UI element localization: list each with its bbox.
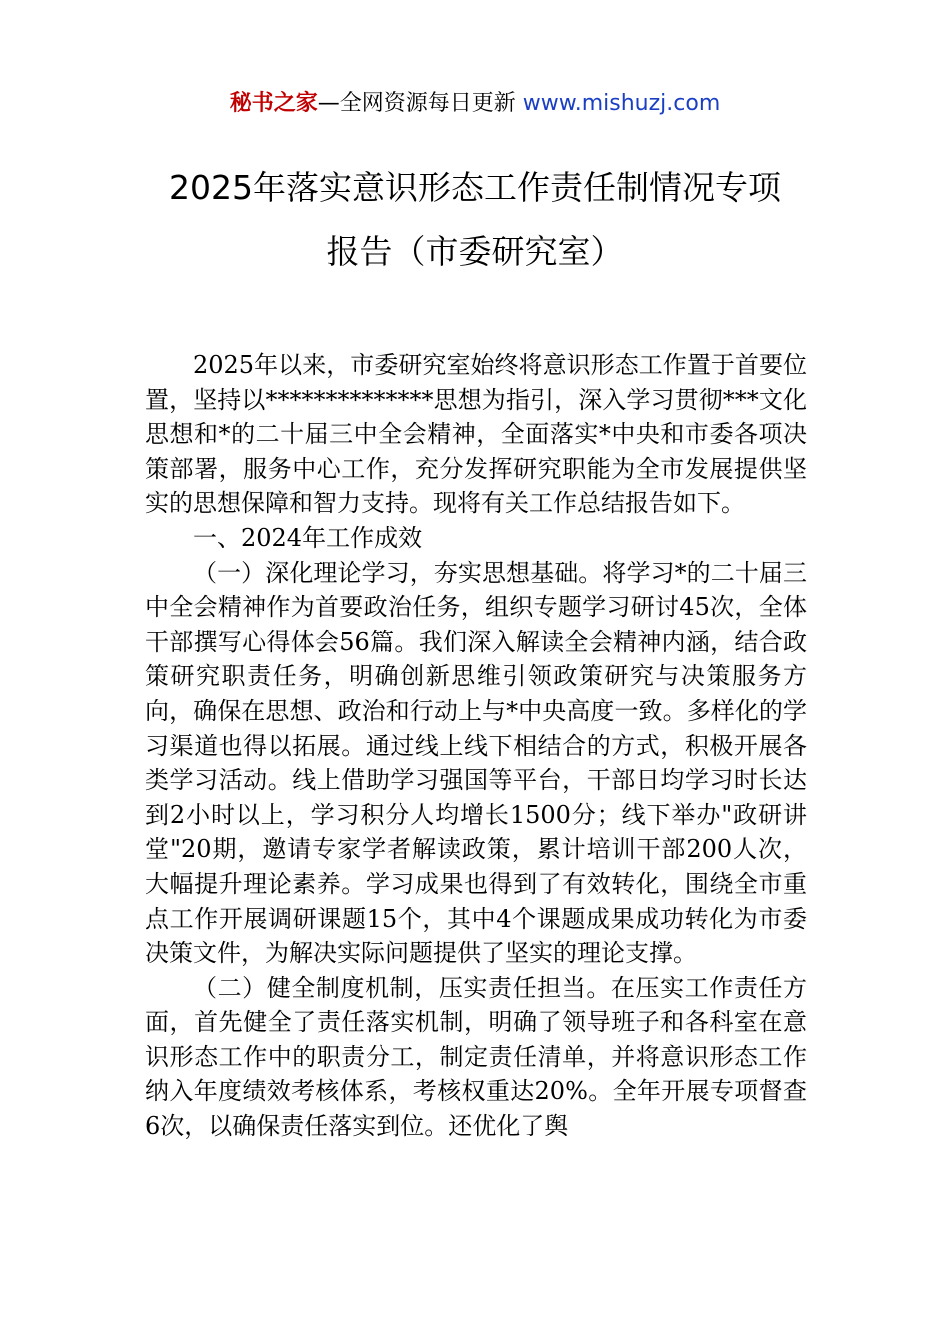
section-heading: 一、2024年工作成效 (193, 523, 423, 552)
title-line-1: 2025年落实意识形态工作责任制情况专项 (169, 168, 781, 207)
document-body (145, 348, 807, 1144)
site-header (0, 86, 950, 122)
site-tagline: —全网资源每日更新 (317, 91, 523, 116)
document-title (110, 160, 840, 280)
title-line-2: 报告（市委研究室） (326, 232, 624, 271)
site-brand: 秘书之家 (229, 91, 318, 116)
paragraph-system-mechanism: （二）健全制度机制，压实责任担当。在压实工作责任方面，首先健全了责任落实机制，明确了领导班子和各科室在意识形态工作中的职责分工，制定责任清单，并将意识形态工作纳入年度绩效考核体系，考核权重达20%。全年开展专项督查6次，以确保责任落实到位。还优化了舆 (145, 973, 807, 1141)
paragraph-intro: 2025年以来，市委研究室始终将意识形态工作置于首要位置，坚持以**************思想为指引，深入学习贯彻***文化思想和*的二十届三中全会精神，全面落实*中央和市委各项决策部署，服务中心工作，充分发挥研究职能为全市发展提供坚实的思想保障和智力支持。现将有关工作总结报告如下。 (145, 351, 807, 518)
site-url[interactable]: www.mishuzj.com (522, 91, 721, 116)
paragraph-theory-study: （一）深化理论学习，夯实思想基础。将学习*的二十届三中全会精神作为首要政治任务，组织专题学习研讨45次，全体干部撰写心得体会56篇。我们深入解读全会精神内涵，结合政策研究职责任务，明确创新思维引领政策研究与决策服务方向，确保在思想、政治和行动上与*中央高度一致。多样化的学习渠道也得以拓展。通过线上线下相结合的方式，积极开展各类学习活动。线上借助学习强国等平台，干部日均学习时长达到2小时以上，学习积分人均增长1500分；线下举办"政研讲堂"20期，邀请专家学者解读政策，累计培训干部200人次，大幅提升理论素养。学习成果也得到了有效转化，围绕全市重点工作开展调研课题15个，其中4个课题成果成功转化为市委决策文件，为解决实际问题提供了坚实的理论支撑。 (145, 558, 807, 968)
